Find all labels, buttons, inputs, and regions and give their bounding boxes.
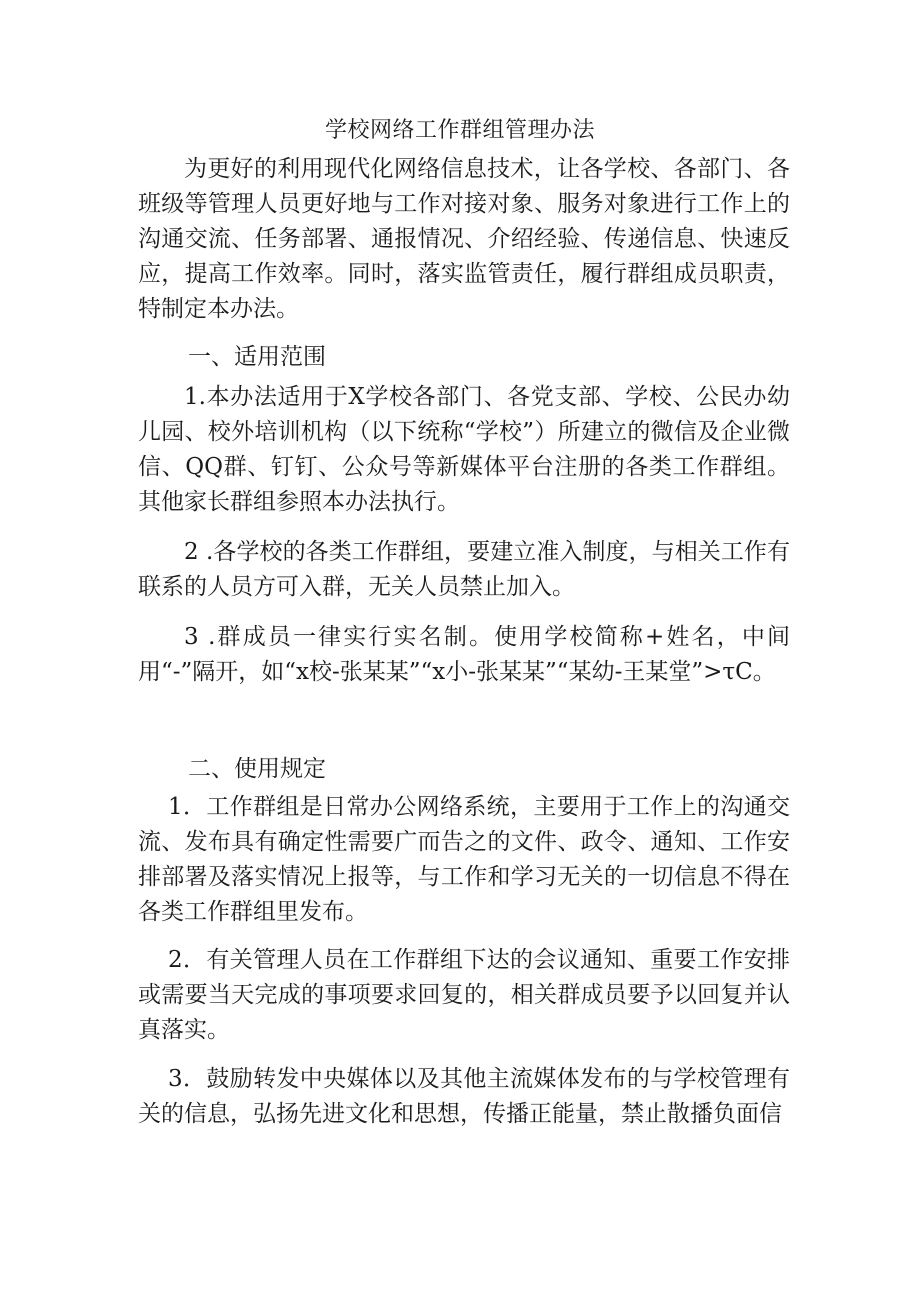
scope-item-2: 2 .各学校的各类工作群组，要建立准入制度，与相关工作有联系的人员方可入群，无关人员禁止加入。 <box>138 539 790 600</box>
scope-item-3: 3 .群成员一律实行实名制。使用学校简称+姓名，中间用“-”隔开，如“x校-张某某”“x小-张某某”“某幼-王某堂”>τC。 <box>138 624 790 685</box>
rules-item-3: 3．鼓励转发中央媒体以及其他主流媒体发布的与学校管理有关的信息，弘扬先进文化和思想，传播正能量，禁止散播负面信 <box>138 1066 790 1127</box>
scope-item-1: 1.本办法适用于X学校各部门、各党支部、学校、公民办幼儿园、校外培训机构（以下统称“学校”）所建立的微信及企业微信、QQ群、钉钉、公众号等新媒体平台注册的各类工作群组。其他家长群组参照本办法执行。 <box>138 384 790 515</box>
document-title: 学校网络工作群组管理办法 <box>324 118 595 143</box>
rules-item-2: 2．有关管理人员在工作群组下达的会议通知、重要工作安排或需要当天完成的事项要求回复的，相关群成员要予以回复并认真落实。 <box>138 947 790 1043</box>
intro-paragraph: 为更好的利用现代化网络信息技术，让各学校、各部门、各班级等管理人员更好地与工作对接对象、服务对象进行工作上的沟通交流、任务部署、通报情况、介绍经验、传递信息、快速反应，提高工作效率。同时，落实监管责任，履行群组成员职责，特制定本办法。 <box>138 156 790 322</box>
section-heading-scope: 一、适用范围 <box>188 344 326 370</box>
section-heading-rules: 二、使用规定 <box>188 756 326 782</box>
rules-item-1: 1．工作群组是日常办公网络系统，主要用于工作上的沟通交流、发布具有确定性需要广而告之的文件、政令、通知、工作安排部署及落实情况上报等，与工作和学习无关的一切信息不得在各类工作群组里发布。 <box>138 794 790 925</box>
